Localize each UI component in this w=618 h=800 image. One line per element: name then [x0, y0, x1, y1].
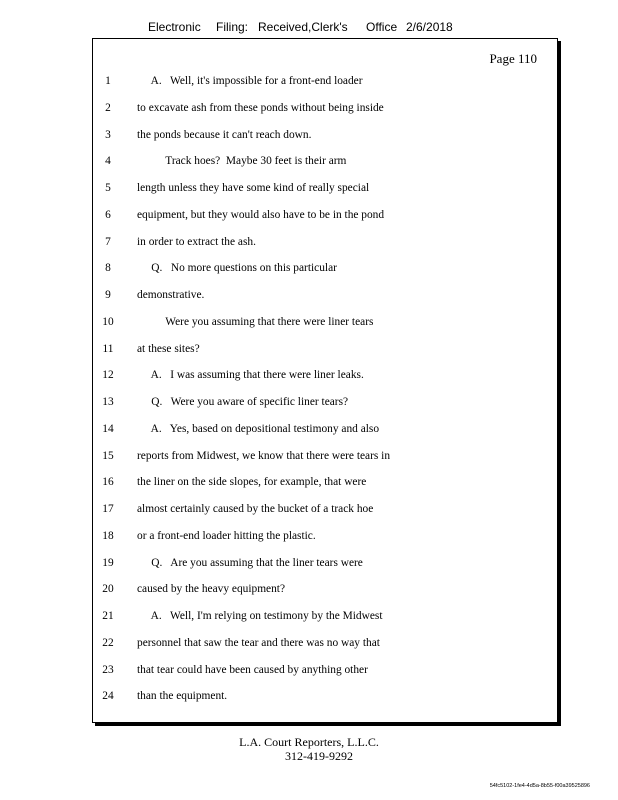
transcript-line — [93, 526, 557, 546]
transcript-line — [93, 419, 557, 439]
transcript-line — [93, 579, 557, 599]
line-text: to excavate ash from these ponds without being inside — [137, 101, 384, 114]
line-text: in order to extract the ash. — [137, 235, 256, 248]
transcript-line — [93, 446, 557, 466]
transcript-line — [93, 686, 557, 706]
line-number: 20 — [102, 583, 114, 596]
line-number: 5 — [105, 182, 111, 194]
line-text: Q. Were you aware of specific liner tears? — [137, 396, 349, 408]
line-text: equipment, but they would also have to be in the pond — [137, 208, 385, 221]
line-number: 17 — [102, 503, 114, 515]
line-number: 19 — [102, 556, 114, 569]
line-text: length unless they have some kind of really special — [137, 182, 370, 194]
transcript-line — [93, 71, 557, 91]
transcript-line — [93, 125, 557, 145]
line-text: almost certainly caused by the bucket of a track hoe — [137, 503, 374, 515]
line-number: 3 — [105, 128, 111, 141]
line-number: 2 — [105, 101, 111, 114]
line-number: 11 — [102, 342, 114, 355]
transcript-line — [93, 151, 557, 171]
line-text: at these sites? — [137, 342, 200, 355]
line-number: 10 — [102, 315, 114, 328]
line-text: or a front-end loader hitting the plastic. — [137, 529, 316, 542]
line-number: 12 — [102, 369, 114, 382]
line-text: the ponds because it can't reach down. — [137, 128, 312, 141]
line-text: than the equipment. — [137, 690, 228, 703]
line-number: 6 — [105, 208, 111, 221]
line-number: 22 — [102, 636, 114, 649]
line-number: 7 — [105, 235, 111, 248]
line-text: A. Yes, based on depositional testimony and also — [137, 422, 380, 435]
footer-company: L.A. Court Reporters, L.L.C. — [239, 735, 379, 749]
transcript-line — [93, 205, 557, 225]
transcript-line — [93, 392, 557, 412]
line-text: reports from Midwest, we know that there were tears in — [137, 449, 391, 462]
line-text: Q. No more questions on this particular — [137, 262, 337, 275]
line-text: caused by the heavy equipment? — [137, 583, 286, 596]
line-text: that tear could have been caused by anything other — [137, 663, 368, 676]
transcript-line — [93, 285, 557, 305]
line-text: A. I was assuming that there were liner leaks. — [137, 369, 364, 382]
header-filing: Filing: — [216, 20, 249, 34]
line-number: 4 — [105, 155, 111, 168]
line-text: Were you assuming that there were liner tears — [137, 315, 374, 328]
transcript-line — [93, 98, 557, 118]
header-office: Office — [366, 20, 398, 34]
line-number: 9 — [105, 289, 111, 301]
transcript-line — [93, 232, 557, 252]
transcript-line — [93, 660, 557, 680]
line-number: 13 — [102, 396, 114, 408]
transcript-page — [92, 38, 558, 723]
header-electronic: Electronic — [148, 20, 201, 34]
line-number: 16 — [102, 476, 114, 489]
line-text: the liner on the side slopes, for example, that were — [137, 476, 367, 489]
transcript-line — [93, 606, 557, 626]
transcript-line — [93, 365, 557, 385]
line-number: 15 — [102, 449, 114, 462]
line-text: demonstrative. — [137, 289, 205, 301]
page-number: Page 110 — [489, 51, 537, 66]
header-date: 2/6/2018 — [406, 20, 453, 34]
line-text: Q. Are you assuming that the liner tears were — [137, 556, 363, 569]
line-text: A. Well, I'm relying on testimony by the Midwest — [137, 610, 383, 622]
transcript-line — [93, 553, 557, 573]
line-number: 18 — [102, 529, 114, 542]
transcript-line — [93, 472, 557, 492]
header-received: Received,Clerk's — [258, 20, 348, 34]
line-number: 23 — [102, 663, 114, 676]
line-text: Track hoes? Maybe 30 feet is their arm — [137, 155, 347, 168]
line-number: 21 — [102, 610, 114, 622]
line-number: 24 — [102, 690, 114, 703]
transcript-line — [93, 499, 557, 519]
transcript-line — [93, 633, 557, 653]
line-number: 8 — [105, 262, 111, 275]
footer-phone: 312-419-9292 — [285, 749, 353, 763]
line-number: 1 — [105, 75, 111, 87]
transcript-line — [93, 339, 557, 359]
transcript-line — [93, 178, 557, 198]
line-text: A. Well, it's impossible for a front-end loader — [137, 75, 363, 87]
transcript-line — [93, 312, 557, 332]
document-hash: 54fc5102-1fe4-4d5a-8b55-f00a39525896 — [489, 783, 590, 789]
line-number: 14 — [102, 422, 114, 435]
transcript-line — [93, 258, 557, 278]
line-text: personnel that saw the tear and there was no way that — [137, 636, 380, 649]
